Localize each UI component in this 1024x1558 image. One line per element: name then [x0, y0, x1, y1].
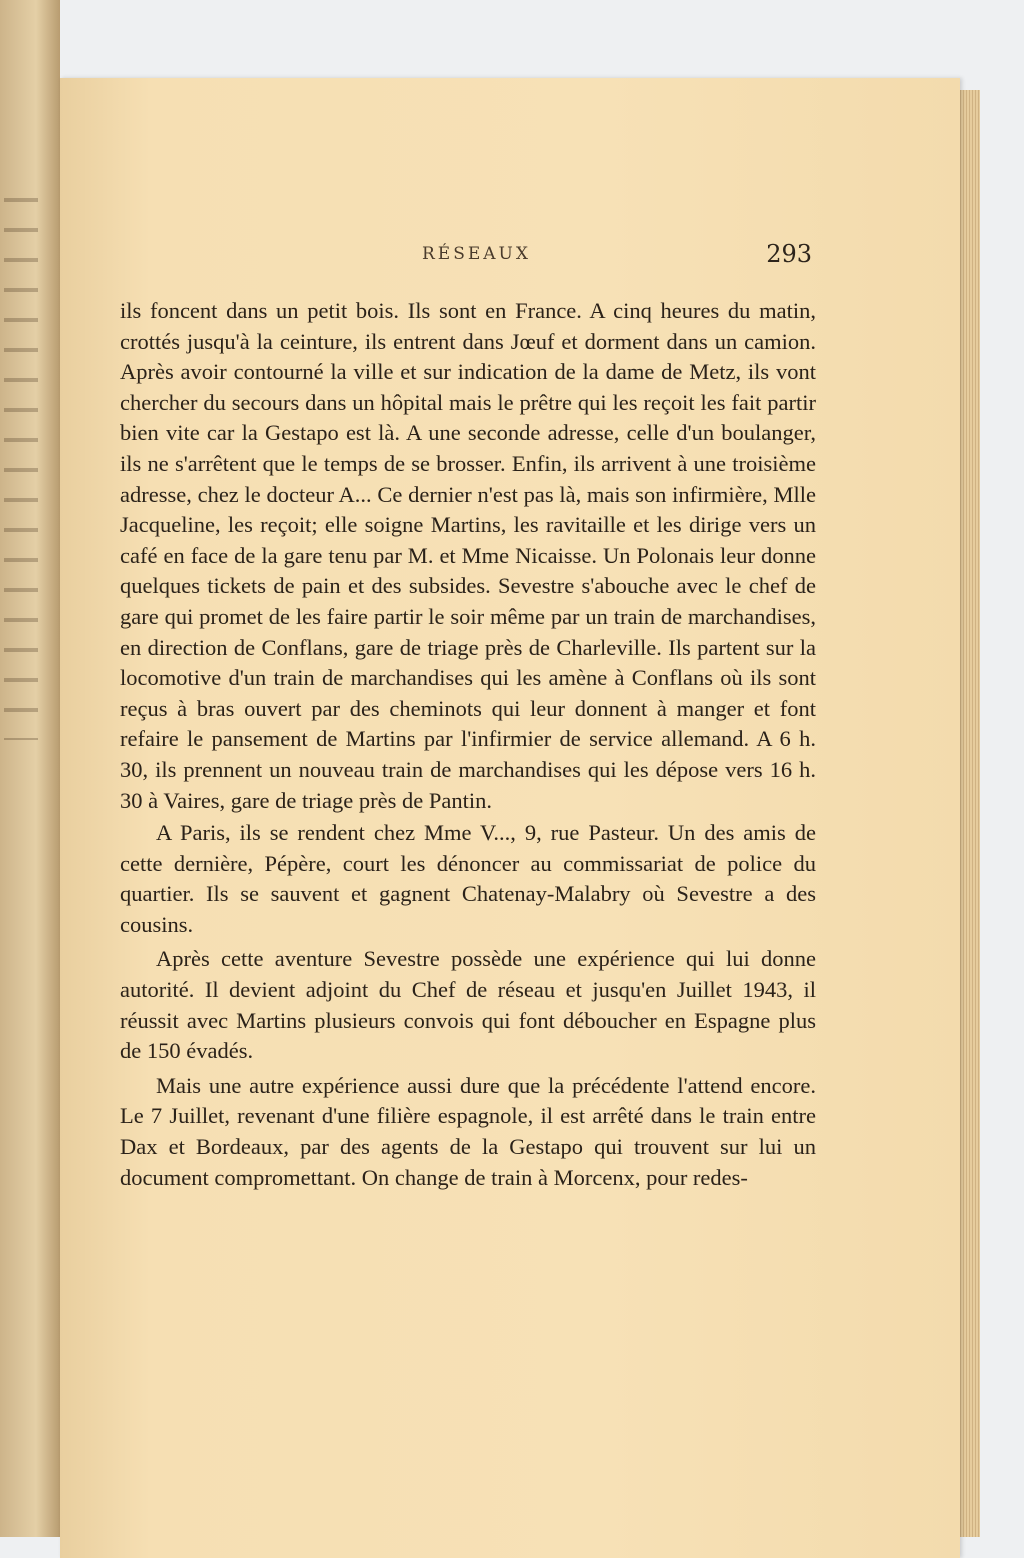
paragraph: Mais une autre expérience aussi dure que la précédente l'attend encore. Le 7 Juillet, revenant d'une filière espagnole, il est arrêté dans le train entre Dax et Bordeaux, par des agents de la Gestapo qui trouvent sur lui un document compromettant. On change de train à Morcenx, pour redes- — [120, 1072, 816, 1190]
facing-page-text-fragment — [4, 180, 38, 740]
body-text — [120, 296, 816, 1193]
paragraph: Après cette aventure Sevestre possède une expérience qui lui donne autorité. Il devient adjoint du Chef de réseau et jusqu'en Juillet 1943, il réussit avec Martins plusieurs convois qui font déboucher en Espagne plus de 150 évadés. — [120, 946, 816, 1064]
paragraph: ils foncent dans un petit bois. Ils sont en France. A cinq heures du matin, crottés jusqu'à la ceinture, ils entrent dans Jœuf et dorment dans un camion. Après avoir contourné la ville et sur indication de la dame de Metz, ils vont chercher du secours dans un hôpital mais le prêtre qui les reçoit les fait partir bien vite car la Gestapo est là. A une seconde adresse, celle d'un boulanger, ils ne s'arrêtent que le temps de se brosser. Enfin, ils arrivent à une troisième adresse, chez le docteur A... Ce dernier n'est pas là, mais son infirmière, Mlle Jacqueline, les reçoit; elle soigne Martins, les ravitaille et les dirige vers un café en face de la gare tenu par M. et Mme Nicaisse. Un Polonais leur donne quelques tickets de pain et des subsides. Sevestre s'abouche avec le chef de gare qui promet de les faire partir le soir même par un train de marchandises, en direction de Conflans, gare de triage près de Charleville. Ils partent sur la locomotive d'un train de marchandises qui les amène à Conflans où ils sont reçus à bras ouvert par des cheminots qui leur donnent à manger et font refaire le pansement de Martins par l'infirmier de service allemand. A 6 h. 30, ils prennent un nouveau train de marchandises qui les dépose vers 16 h. 30 à Vaires, gare de triage près de Pantin. — [120, 298, 816, 813]
page-number: 293 — [766, 240, 812, 268]
paragraph: A Paris, ils se rendent chez Mme V..., 9, rue Pasteur. Un des amis de cette dernière, Pépère, court les dénoncer au commissariat de police du quartier. Ils se sauvent et gagnent Chatenay-Malabry où Sevestre a des cousins. — [120, 820, 816, 937]
page-header — [120, 240, 820, 270]
running-head: RÉSEAUX — [422, 244, 531, 264]
facing-page-edge — [0, 0, 60, 1537]
page-stack-edge — [958, 90, 980, 1537]
